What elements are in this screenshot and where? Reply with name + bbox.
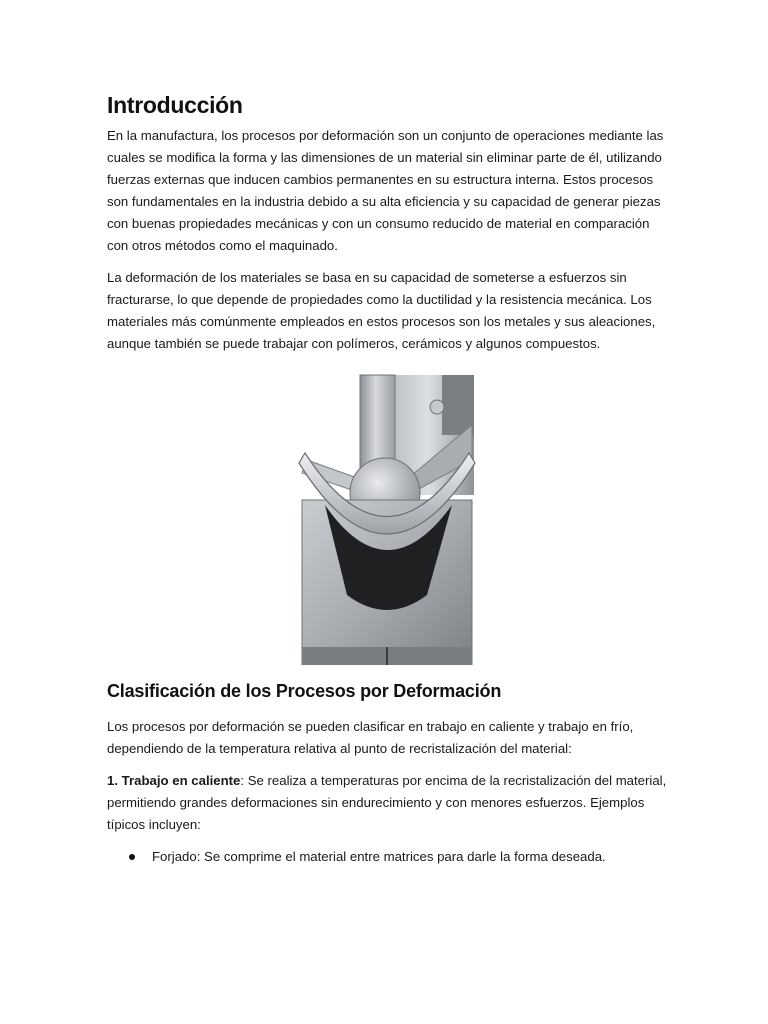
- hot-work-text: : Se realiza a temperaturas por encima de la recristalización del material, permitiendo grandes deformaciones sin endurecimiento y con menores esfuerzos. Ejemplos típicos incluyen:: [107, 773, 667, 832]
- press-brake-photo: [247, 365, 527, 665]
- classification-paragraph: Los procesos por deformación se pueden clasificar en trabajo en caliente y trabajo en frío, dependiendo de la temperatura relativa al punto de recristalización del material:: [107, 719, 634, 756]
- list-item-text: Forjado: Se comprime el material entre matrices para darle la forma deseada.: [152, 849, 606, 864]
- bullet-icon: [129, 854, 135, 860]
- document-content: [107, 92, 667, 868]
- list-item: [129, 846, 667, 868]
- intro-paragraph-2: La deformación de los materiales se basa en su capacidad de someterse a esfuerzos sin fracturarse, lo que depende de propiedades como la ductilidad y la resistencia mecánica. Los materiales más comúnmente empleados en estos procesos son los metales y sus aleaciones, aunque también se puede trabajar con polímeros, cerámicos y algunos compuestos.: [107, 270, 656, 351]
- hot-work-label: 1. Trabajo en caliente: [107, 773, 241, 788]
- intro-heading: Introducción: [107, 92, 243, 118]
- examples-list: [107, 846, 667, 868]
- bending-figure: [107, 365, 667, 665]
- intro-paragraph-1: En la manufactura, los procesos por deformación son un conjunto de operaciones mediante las cuales se modifica la forma y las dimensiones de un material sin eliminar parte de él, utilizando fuerzas externas que inducen cambios permanentes en su estructura interna. Estos procesos son fundamentales en la industria debido a su alta eficiencia y su capacidad de generar piezas con buenas propiedades mecánicas y con un consumo reducido de material en comparación con otros métodos como el maquinado.: [107, 128, 664, 253]
- hot-work-paragraph: [107, 770, 667, 836]
- classification-heading: Clasificación de los Procesos por Deformación: [107, 681, 502, 701]
